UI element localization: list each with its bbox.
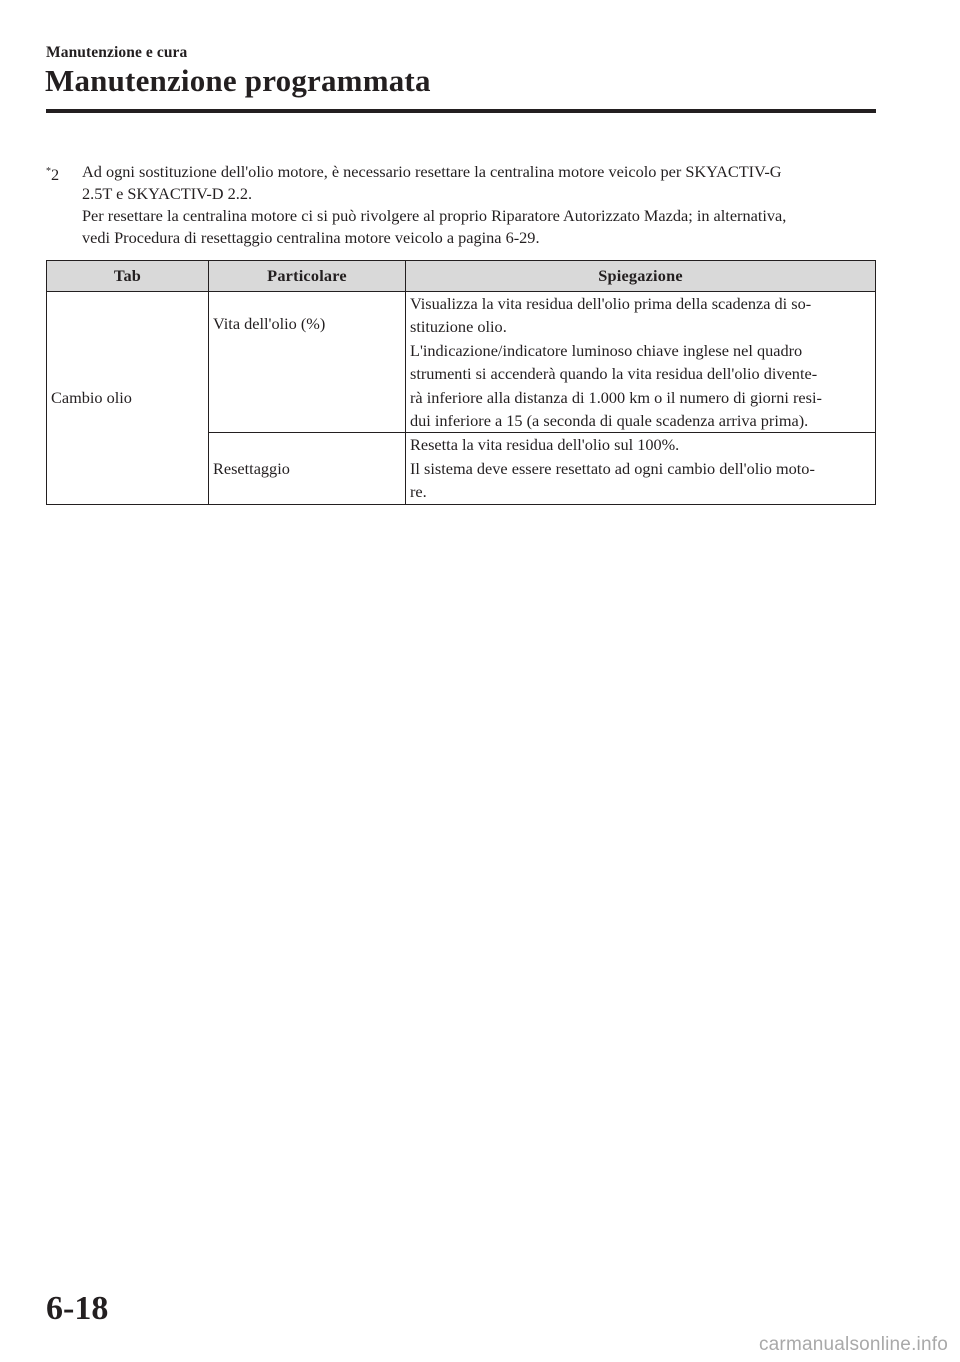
cell-item-vita-olio: Vita dell'olio (%): [209, 292, 406, 433]
table-row: [47, 292, 876, 433]
footnote-line: vedi Procedura di resettaggio centralina motore veicolo a pagina 6-29.: [82, 228, 540, 247]
footnote-line: Ad ogni sostituzione dell'olio motore, è necessario resettare la centralina motore veicolo per SKYACTIV-G: [82, 162, 782, 181]
title-rule: [46, 109, 876, 113]
page-number: 6-18: [46, 1290, 109, 1327]
footnote-number: 2: [51, 165, 60, 184]
header-particolare: Particolare: [209, 261, 406, 292]
footnote: [46, 161, 876, 249]
table-header-row: [47, 261, 876, 292]
explanation-line: stituzione olio.: [410, 317, 507, 337]
footnote-line: Per resettare la centralina motore ci si può rivolgere al proprio Riparatore Autorizzato Mazda; in alternativa,: [82, 206, 787, 225]
explanation-line: Visualizza la vita residua dell'olio prima della scadenza di so-: [410, 294, 812, 313]
section-label: Manutenzione e cura: [46, 44, 188, 61]
explanation-line: Il sistema deve essere resettato ad ogni cambio dell'olio moto-: [410, 458, 815, 478]
cell-item-resettaggio: Resettaggio: [209, 433, 406, 504]
cell-explanation-vita-olio: [406, 292, 876, 433]
footnote-line: 2.5T e SKYACTIV-D 2.2.: [82, 184, 253, 203]
header-tab: Tab: [47, 261, 209, 292]
footnote-star: *: [46, 166, 51, 177]
header-spiegazione: Spiegazione: [406, 261, 876, 292]
explanation-line: L'indicazione/indicatore luminoso chiave inglese nel quadro: [410, 340, 803, 360]
explanation-line: rà inferiore alla distanza di 1.000 km o il numero di giorni resi-: [410, 387, 822, 407]
explanation-line: dui inferiore a 15 (a seconda di quale scadenza arriva prima).: [410, 411, 809, 431]
cell-explanation-resettaggio: [406, 433, 876, 504]
explanation-line: strumenti si accenderà quando la vita residua dell'olio divente-: [410, 364, 818, 384]
footnote-body: [82, 161, 876, 249]
explanation-line: Resetta la vita residua dell'olio sul 100%.: [410, 435, 680, 455]
footnote-marker: [46, 161, 59, 186]
oil-change-table: [46, 260, 876, 505]
watermark: carmanualsonline.info: [758, 1334, 948, 1355]
cell-tab-cambio-olio: Cambio olio: [47, 292, 209, 505]
page-title: Manutenzione programmata: [45, 63, 431, 98]
explanation-line: re.: [410, 482, 427, 502]
